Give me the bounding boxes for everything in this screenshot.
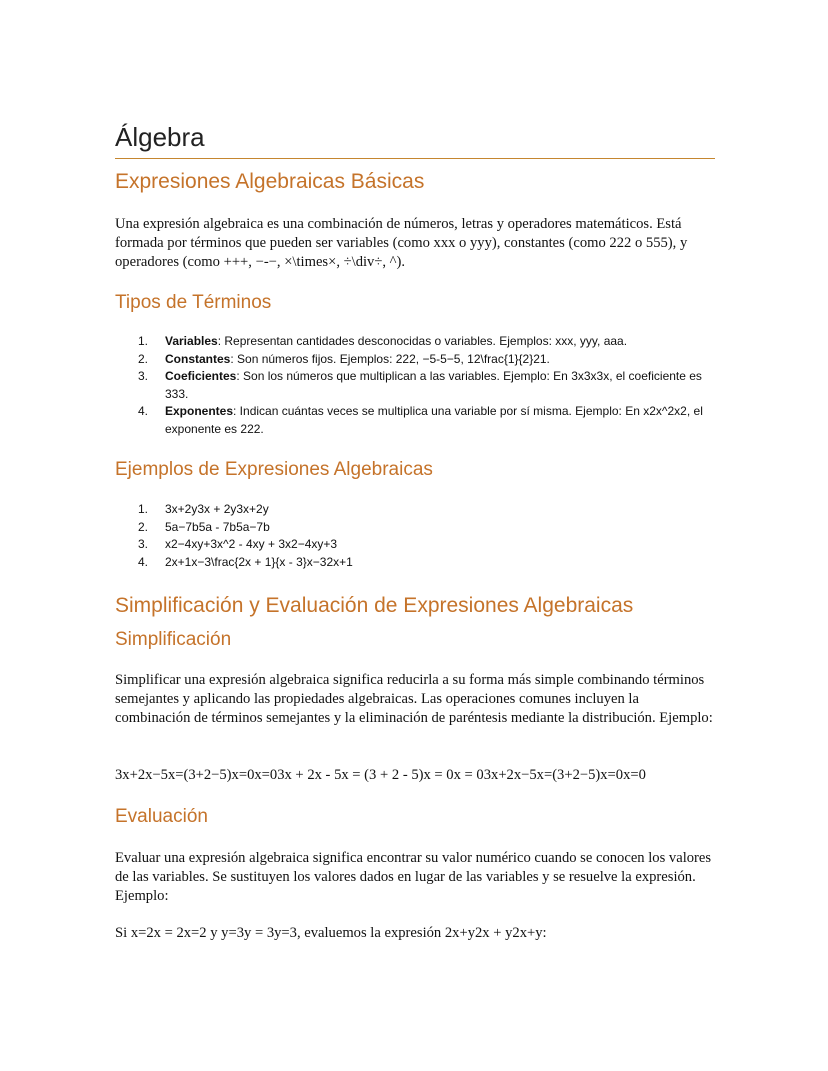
list-item: 3. Coeficientes: Son los números que multiplican a las variables. Ejemplo: En 3x3x3x, el coeficiente es 333. <box>138 369 702 401</box>
subheading-simplificacion: Simplificación <box>115 629 232 650</box>
subheading-evaluacion: Evaluación <box>115 806 208 827</box>
list-item: 4. Exponentes: Indican cuántas veces se multiplica una variable por sí misma. Ejemplo: En x2x^2x2, el exponente es 222. <box>138 404 703 436</box>
simplificacion-example: 3x+2x−5x=(3+2−5)x=0x=03x + 2x - 5x = (3 + 2 - 5)x = 0x = 03x+2x−5x=(3+2−5)x=0x=0 <box>115 767 646 783</box>
ejemplos-list <box>138 501 718 571</box>
subheading-tipos-de-terminos: Tipos de Términos <box>115 292 272 313</box>
list-item: 2. 5a−7b5a - 7b5a−7b <box>138 519 270 534</box>
subheading-ejemplos: Ejemplos de Expresiones Algebraicas <box>115 459 433 480</box>
simplificacion-paragraph: Simplificar una expresión algebraica significa reducirla a su forma más simple combinando términos semejantes y aplicando las propiedades algebraicas. Las operaciones comunes incluyen la combinación de términos semejantes y la eliminación de paréntesis mediante la distribución. Ejemplo: <box>115 672 713 726</box>
tipos-list <box>138 333 718 438</box>
list-item: 3. x2−4xy+3x^2 - 4xy + 3x2−4xy+3 <box>138 537 338 551</box>
section-heading-expresiones-basicas: Expresiones Algebraicas Básicas <box>115 170 425 193</box>
intro-paragraph: Una expresión algebraica es una combinación de números, letras y operadores matemáticos. Está formada por términos que pueden ser variables (como xxx o yyy), constantes (como 222 o 555), y operadores (como +++, −-−, ×\times×, ÷\div÷, ^). <box>115 216 688 270</box>
list-item: 1. 3x+2y3x + 2y3x+2y <box>138 502 269 516</box>
list-item: 1. Variables: Representan cantidades desconocidas o variables. Ejemplos: xxx, yyy, aaa. <box>138 334 628 348</box>
list-item: 4. 2x+1x−3\frac{2x + 1}{x - 3}x−32x+1 <box>138 554 353 569</box>
evaluacion-example: Si x=2x = 2x=2 y y=3y = 3y=3, evaluemos la expresión 2x+y2x + y2x+y: <box>115 925 547 941</box>
section-heading-simplificacion-evaluacion: Simplificación y Evaluación de Expresiones Algebraicas <box>115 594 634 617</box>
page-title: Álgebra <box>115 122 715 159</box>
evaluacion-paragraph: Evaluar una expresión algebraica significa encontrar su valor numérico cuando se conocen los valores de las variables. Se sustituyen los valores dados en lugar de las variables y se resuelve la expresión. Ejemplo: <box>115 850 712 904</box>
list-item: 2. Constantes: Son números fijos. Ejemplos: 222, −5-5−5, 12\frac{1}{2}21. <box>138 351 550 366</box>
